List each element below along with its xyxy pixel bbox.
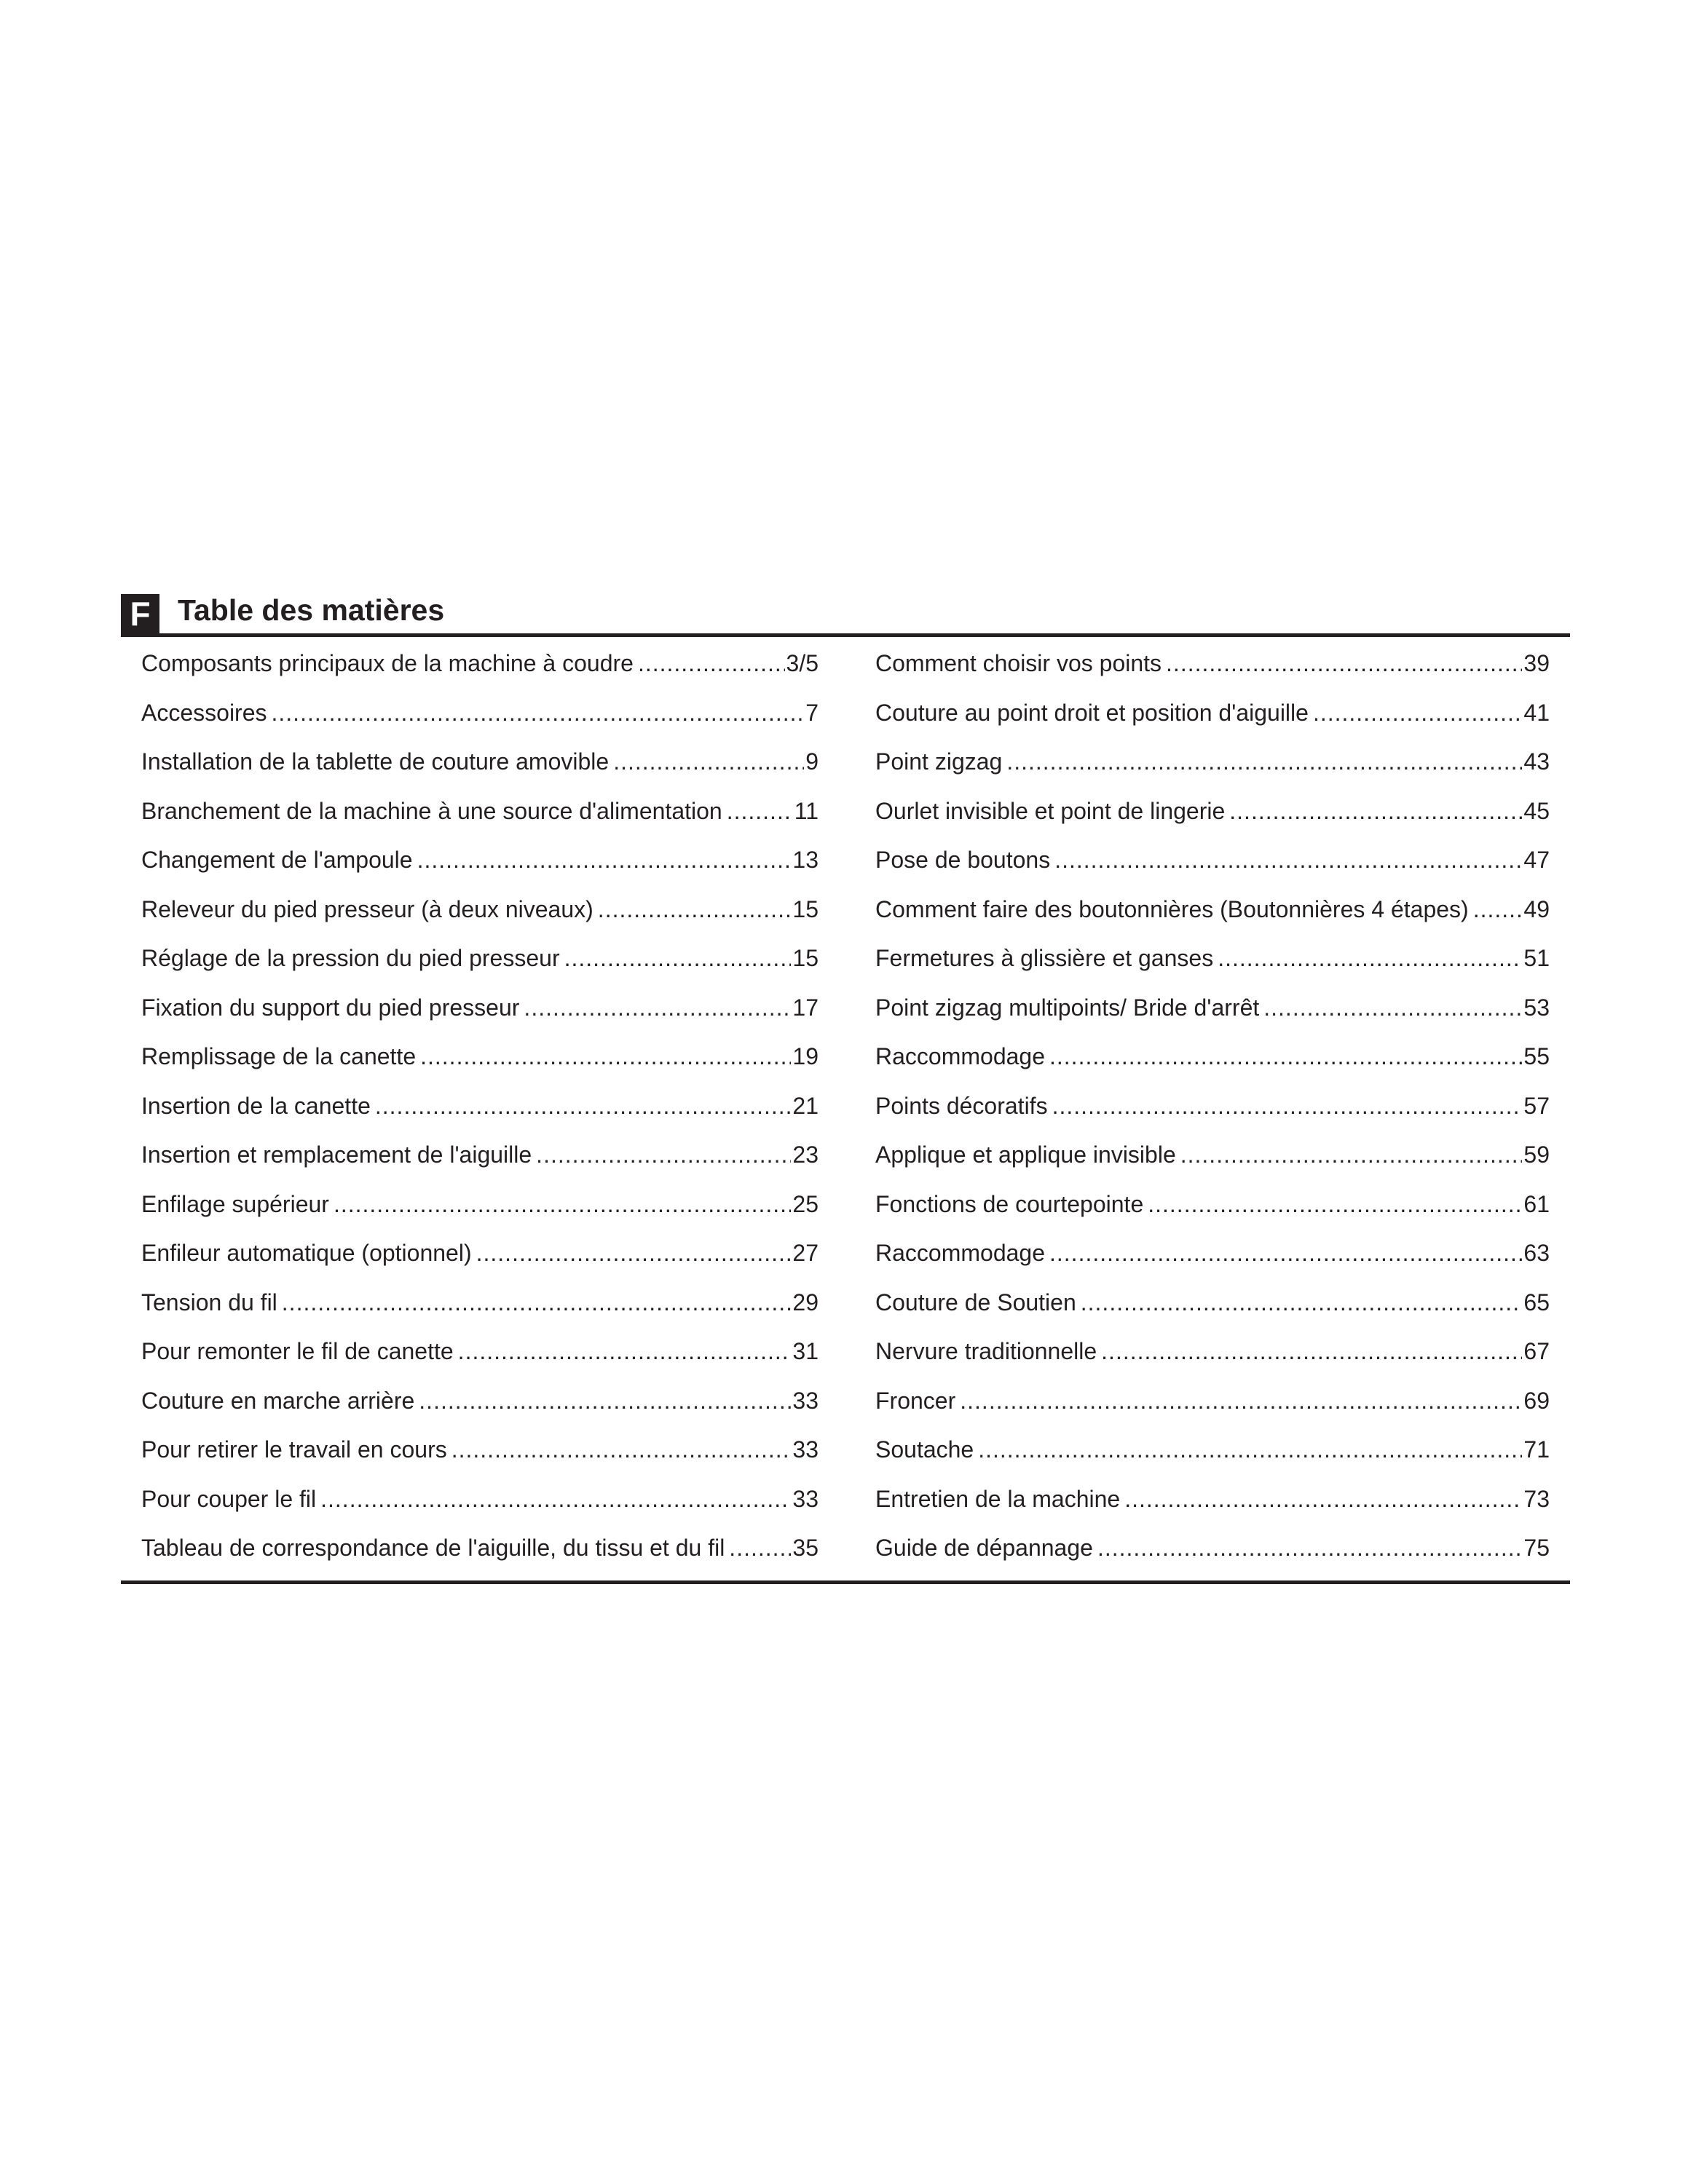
toc-entry-page: 25 xyxy=(792,1190,819,1217)
toc-entry-page: 63 xyxy=(1523,1240,1550,1266)
dot-leader xyxy=(598,892,792,927)
toc-entry xyxy=(875,1334,1550,1369)
toc-entry-label: Tension du fil xyxy=(141,1289,277,1315)
dot-leader xyxy=(1313,695,1522,730)
toc-entry-label: Releveur du pied presseur (à deux niveaux) xyxy=(141,895,593,922)
toc-entry-label: Tableau de correspondance de l'aiguille, du tissu et du fil xyxy=(141,1535,725,1561)
toc-entry-page: 33 xyxy=(792,1387,819,1414)
toc-entry-page: 67 xyxy=(1523,1338,1550,1364)
dot-leader xyxy=(375,1088,792,1123)
toc-entry xyxy=(141,1187,819,1222)
toc-entry-page: 49 xyxy=(1523,895,1550,922)
toc-entry-label: Installation de la tablette de couture amovible xyxy=(141,748,610,775)
dot-leader xyxy=(1052,1088,1523,1123)
dot-leader xyxy=(282,1285,792,1320)
toc-entry xyxy=(141,941,819,976)
toc-entry xyxy=(141,990,819,1025)
language-badge: F xyxy=(121,594,159,633)
toc-entry-label: Composants principaux de la machine à coudre xyxy=(141,650,634,676)
toc-entry xyxy=(875,1285,1550,1320)
toc-entry xyxy=(875,695,1550,730)
toc-entry-label: Entretien de la machine xyxy=(875,1485,1121,1512)
table-of-contents xyxy=(121,588,1570,1584)
toc-entry xyxy=(141,1235,819,1270)
toc-entry-page: 61 xyxy=(1523,1190,1550,1217)
toc-entry-page: 35 xyxy=(792,1535,819,1561)
toc-entry xyxy=(141,794,819,828)
toc-entry-label: Pour couper le fil xyxy=(141,1485,317,1512)
toc-entry-page: 39 xyxy=(1523,650,1550,676)
dot-leader xyxy=(458,1334,792,1369)
dot-leader xyxy=(476,1235,792,1270)
toc-entry-label: Guide de dépannage xyxy=(875,1535,1093,1561)
toc-entry-page: 15 xyxy=(792,895,819,922)
toc-entry-page: 41 xyxy=(1523,699,1550,726)
dot-leader xyxy=(1166,646,1522,681)
toc-entry-page: 45 xyxy=(1523,797,1550,824)
dot-leader xyxy=(1124,1481,1522,1516)
dot-leader xyxy=(451,1432,792,1467)
dot-leader xyxy=(613,744,804,779)
toc-entry-label: Couture de Soutien xyxy=(875,1289,1076,1315)
toc-entry-page: 57 xyxy=(1523,1092,1550,1119)
toc-entry xyxy=(875,1088,1550,1123)
toc-entry-label: Pose de boutons xyxy=(875,847,1051,873)
toc-entry-page: 19 xyxy=(792,1043,819,1069)
toc-entry-page: 55 xyxy=(1523,1043,1550,1069)
toc-entry xyxy=(875,892,1550,927)
toc-entry xyxy=(875,990,1550,1025)
toc-entry-page: 31 xyxy=(792,1338,819,1364)
dot-leader xyxy=(1101,1334,1522,1369)
toc-entry-label: Ourlet invisible et point de lingerie xyxy=(875,797,1226,824)
toc-entry-label: Comment choisir vos points xyxy=(875,650,1162,676)
toc-entry-label: Nervure traditionnelle xyxy=(875,1338,1097,1364)
toc-entry-label: Changement de l'ampoule xyxy=(141,847,413,873)
toc-entry-page: 9 xyxy=(805,748,819,775)
toc-entry xyxy=(141,1383,819,1418)
toc-entry-label: Couture en marche arrière xyxy=(141,1387,415,1414)
toc-body xyxy=(121,637,1570,1584)
toc-entry xyxy=(875,744,1550,779)
dot-leader xyxy=(1006,744,1522,779)
dot-leader xyxy=(638,646,785,681)
toc-entry-label: Réglage de la pression du pied presseur xyxy=(141,945,560,971)
dot-leader xyxy=(727,794,793,828)
toc-entry-page: 33 xyxy=(792,1485,819,1512)
toc-entry-page: 29 xyxy=(792,1289,819,1315)
toc-entry-page: 53 xyxy=(1523,994,1550,1021)
dot-leader xyxy=(272,695,805,730)
toc-entry-label: Point zigzag multipoints/ Bride d'arrêt xyxy=(875,994,1260,1021)
toc-entry xyxy=(875,794,1550,828)
toc-entry xyxy=(875,1383,1550,1418)
toc-entry xyxy=(141,842,819,877)
toc-entry xyxy=(141,1088,819,1123)
toc-entry xyxy=(141,892,819,927)
toc-entry xyxy=(875,646,1550,681)
toc-entry-page: 27 xyxy=(792,1240,819,1266)
toc-entry-label: Applique et applique invisible xyxy=(875,1142,1176,1168)
dot-leader xyxy=(1097,1530,1522,1565)
toc-entry xyxy=(141,1137,819,1172)
toc-entry xyxy=(875,1137,1550,1172)
toc-entry xyxy=(141,1334,819,1369)
page-title: Table des matières xyxy=(178,593,445,627)
dot-leader xyxy=(419,1383,791,1418)
dot-leader xyxy=(420,1039,791,1074)
dot-leader xyxy=(1049,1235,1522,1270)
dot-leader xyxy=(960,1383,1522,1418)
toc-entry xyxy=(875,842,1550,877)
toc-entry-label: Enfilage supérieur xyxy=(141,1190,329,1217)
toc-entry-page: 59 xyxy=(1523,1142,1550,1168)
toc-entry-page: 33 xyxy=(792,1436,819,1463)
dot-leader xyxy=(1218,941,1522,976)
dot-leader xyxy=(1148,1187,1522,1222)
toc-entry-page: 13 xyxy=(792,847,819,873)
toc-entry-page: 51 xyxy=(1523,945,1550,971)
dot-leader xyxy=(1263,990,1522,1025)
dot-leader xyxy=(1054,842,1522,877)
toc-entry xyxy=(875,1481,1550,1516)
toc-entry-page: 65 xyxy=(1523,1289,1550,1315)
toc-entry-label: Raccommodage xyxy=(875,1240,1045,1266)
toc-entry-page: 23 xyxy=(792,1142,819,1168)
dot-leader xyxy=(334,1187,791,1222)
dot-leader xyxy=(564,941,792,976)
toc-entry-label: Fixation du support du pied presseur xyxy=(141,994,520,1021)
toc-entry-page: 43 xyxy=(1523,748,1550,775)
toc-entry-page: 11 xyxy=(794,797,819,824)
toc-entry xyxy=(875,1187,1550,1222)
toc-entry-label: Fonctions de courtepointe xyxy=(875,1190,1144,1217)
toc-entry-label: Branchement de la machine à une source d'alimentation xyxy=(141,797,722,824)
dot-leader xyxy=(1049,1039,1522,1074)
toc-entry-label: Soutache xyxy=(875,1436,974,1463)
toc-entry xyxy=(875,1432,1550,1467)
toc-entry xyxy=(141,646,819,681)
toc-entry-page: 3/5 xyxy=(786,650,819,676)
toc-entry xyxy=(141,1481,819,1516)
dot-leader xyxy=(524,990,791,1025)
toc-entry-label: Insertion de la canette xyxy=(141,1092,371,1119)
dot-leader xyxy=(1473,892,1523,927)
toc-entry-page: 7 xyxy=(805,699,819,726)
toc-entry-page: 71 xyxy=(1523,1436,1550,1463)
toc-entry xyxy=(875,1039,1550,1074)
toc-entry xyxy=(875,1235,1550,1270)
toc-entry xyxy=(141,1285,819,1320)
dot-leader xyxy=(536,1137,791,1172)
toc-entry xyxy=(141,695,819,730)
toc-entry-label: Point zigzag xyxy=(875,748,1003,775)
toc-entry xyxy=(141,1432,819,1467)
toc-entry-label: Comment faire des boutonnières (Boutonnières 4 étapes) xyxy=(875,895,1469,922)
toc-entry-page: 21 xyxy=(792,1092,819,1119)
toc-entry xyxy=(141,1039,819,1074)
toc-entry xyxy=(875,1530,1550,1565)
dot-leader xyxy=(320,1481,791,1516)
toc-entry-label: Fermetures à glissière et ganses xyxy=(875,945,1214,971)
dot-leader xyxy=(978,1432,1522,1467)
toc-entry-page: 73 xyxy=(1523,1485,1550,1512)
toc-entry xyxy=(875,941,1550,976)
toc-entry-page: 69 xyxy=(1523,1387,1550,1414)
toc-entry-label: Enfileur automatique (optionnel) xyxy=(141,1240,472,1266)
dot-leader xyxy=(1180,1137,1523,1172)
toc-header xyxy=(121,588,1570,637)
toc-entry-label: Pour remonter le fil de canette xyxy=(141,1338,454,1364)
dot-leader xyxy=(1229,794,1522,828)
toc-entry-label: Remplissage de la canette xyxy=(141,1043,417,1069)
toc-entry-label: Pour retirer le travail en cours xyxy=(141,1436,447,1463)
toc-entry-page: 15 xyxy=(792,945,819,971)
toc-entry-label: Couture au point droit et position d'aiguille xyxy=(875,699,1309,726)
toc-entry xyxy=(141,744,819,779)
toc-entry-page: 17 xyxy=(792,994,819,1021)
toc-entry-label: Insertion et remplacement de l'aiguille xyxy=(141,1142,532,1168)
toc-entry-label: Froncer xyxy=(875,1387,956,1414)
toc-entry xyxy=(141,1530,819,1565)
toc-entry-page: 75 xyxy=(1523,1535,1550,1561)
toc-entry-label: Accessoires xyxy=(141,699,267,726)
dot-leader xyxy=(729,1530,791,1565)
dot-leader xyxy=(417,842,792,877)
toc-entry-label: Raccommodage xyxy=(875,1043,1045,1069)
toc-entry-label: Points décoratifs xyxy=(875,1092,1048,1119)
toc-entry-page: 47 xyxy=(1523,847,1550,873)
dot-leader xyxy=(1081,1285,1523,1320)
